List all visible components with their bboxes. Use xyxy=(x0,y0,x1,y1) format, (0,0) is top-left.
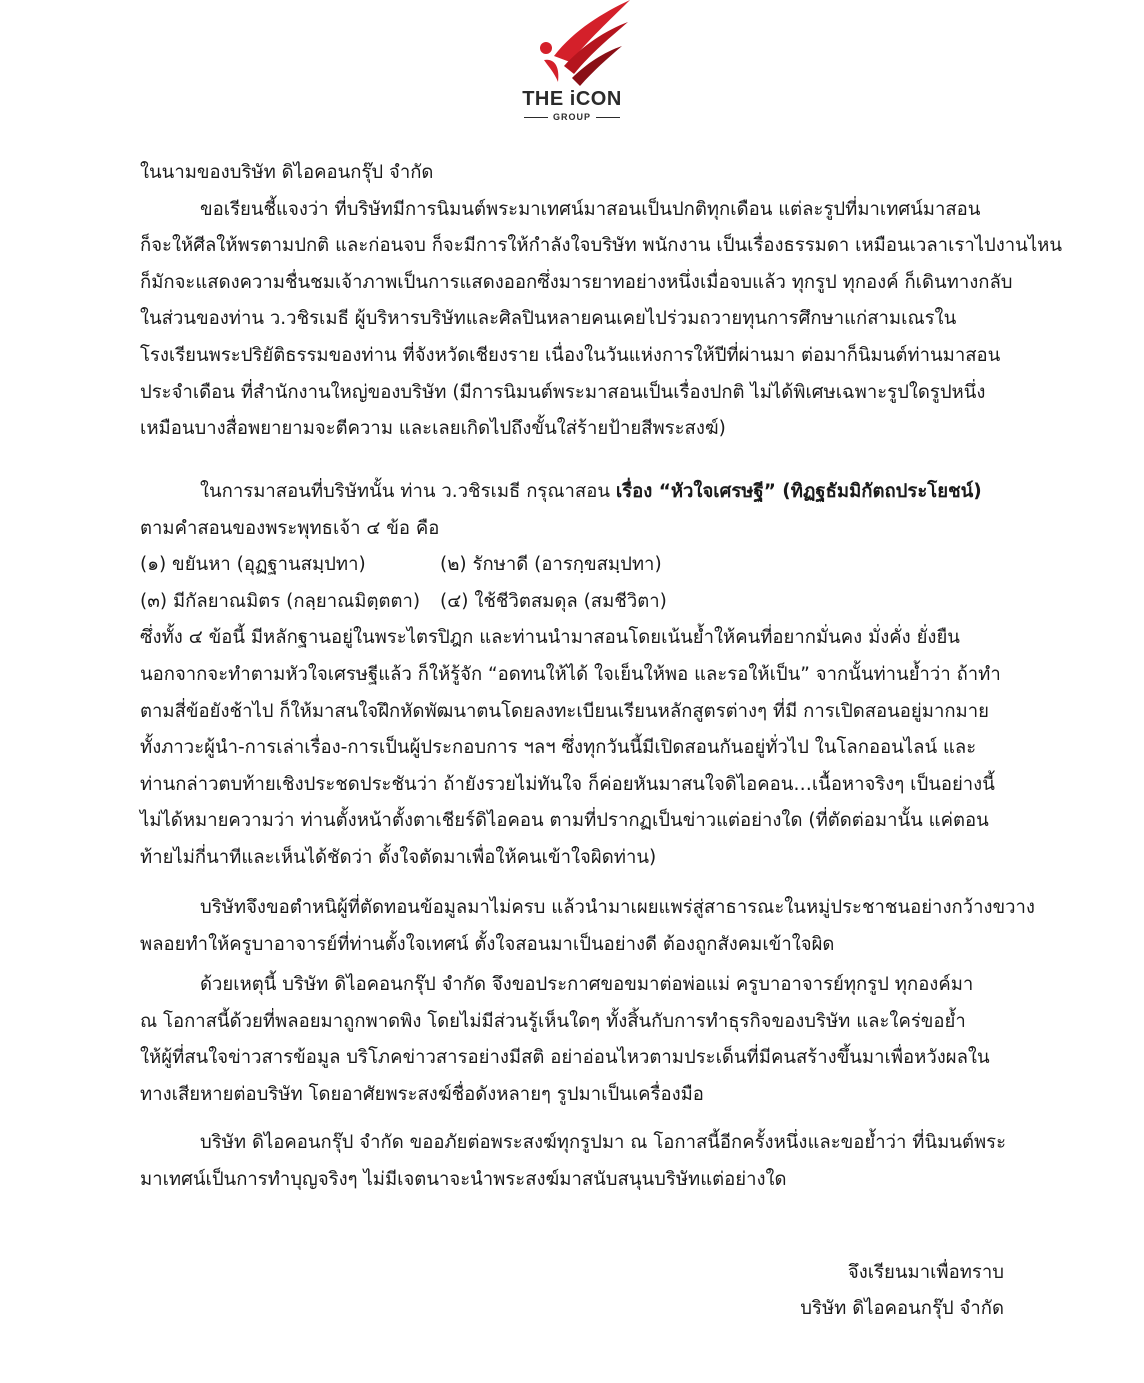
letter-body xyxy=(140,155,1062,448)
company-logo xyxy=(0,0,1144,130)
p2-line: ตามคำสอนของพระพุทธเจ้า ๔ ข้อ คือ xyxy=(140,517,440,539)
p5-line: ณ โอกาสนี้ด้วยที่พลอยมาถูกพาดพิง โดยไม่มีส่วนรู้เห็นใดๆ ทั้งสิ้นกับการทำธุรกิจของบริษัท และใคร่ขอย้ำ xyxy=(140,1010,966,1032)
item-2: (๒) รักษาดี (อารกฺขสมฺปทา) xyxy=(440,554,662,576)
p4-line: พลอยทำให้ครูบาอาจารย์ที่ท่านตั้งใจเทศน์ ตั้งใจสอนมาเป็นอย่างดี ต้องถูกสังคมเข้าใจผิด xyxy=(140,933,835,955)
p4-line: บริษัทจึงขอตำหนิผู้ที่ตัดทอนข้อมูลมาไม่ครบ แล้วนำมาเผยแพร่สู่สาธารณะในหมู่ประชาชนอย่างกว้างขวาง xyxy=(200,897,1035,918)
p5-line: ให้ผู้ที่สนใจข่าวสารข้อมูล บริโภคข่าวสารอย่างมีสติ อย่าอ่อนไหวตามประเด็นที่มีคนสร้างขึ้นมาเพื่อหวังผลใน xyxy=(140,1047,990,1069)
signature-block xyxy=(800,1255,1004,1327)
company-signature: บริษัท ดิไอคอนกรุ๊ป จำกัด xyxy=(800,1298,1004,1319)
icon-group-logo-icon xyxy=(534,0,634,90)
items-row xyxy=(140,547,1020,584)
item-1: (๑) ขยันหา (อุฏฐานสมฺปทา) xyxy=(140,554,366,576)
apology-paragraph xyxy=(140,967,1020,1113)
p3-line: ไม่ได้หมายความว่า ท่านตั้งหน้าตั้งตาเชียร์ดิไอคอน ตามที่ปรากฏเป็นข่าวแต่อย่างใด (ที่ตัดต่อมานั้น แค่ตอน xyxy=(140,810,989,832)
item-4: (๔) ใช้ชีวิตสมดุล (สมชีวิตา) xyxy=(440,590,667,612)
closing-text: จึงเรียนมาเพื่อทราบ xyxy=(847,1262,1004,1283)
p2-lead: ในการมาสอนที่บริษัทนั้น ท่าน ว.วชิรเมธี กรุณาสอน xyxy=(200,481,616,502)
final-paragraph xyxy=(140,1125,1020,1198)
teaching-paragraph xyxy=(140,474,1020,877)
p5-line: ด้วยเหตุนี้ บริษัท ดิไอคอนกรุ๊ป จำกัด จึงขอประกาศขอขมาต่อพ่อแม่ ครูบาอาจารย์ทุกรูป ทุกองค์มา xyxy=(200,974,974,995)
p3-line: นอกจากจะทำตามหัวใจเศรษฐีแล้ว ก็ให้รู้จัก “อดทนให้ได้ ใจเย็นให้พอ และรอให้เป็น” จากนั้นท่านย้ำว่า ถ้าทำ xyxy=(140,663,1001,685)
p1-line: ในส่วนของท่าน ว.วชิรเมธี ผู้บริหารบริษัทและศิลปินหลายคนเคยไปร่วมถวายทุนการศึกษาแก่สามเณรใน xyxy=(140,308,957,330)
p3-line: ซึ่งทั้ง ๔ ข้อนี้ มีหลักฐานอยู่ในพระไตรปิฎก และท่านนำมาสอนโดยเน้นย้ำให้คนที่อยากมั่นคง มั่งคั่ง ยั่งยืน xyxy=(140,627,960,649)
p1-line: เหมือนบางสื่อพยายามจะตีความ และเลยเกิดไปถึงขั้นใส่ร้ายป้ายสีพระสงฆ์) xyxy=(140,418,726,440)
p3-line: ท้ายไม่กี่นาทีและเห็นได้ชัดว่า ตั้งใจตัดมาเพื่อให้คนเข้าใจผิดท่าน) xyxy=(140,846,657,868)
logo-sub-text: GROUP xyxy=(472,112,672,122)
p1-line: ก็จะให้ศีลให้พรตามปกติ และก่อนจบ ก็จะมีการให้กำลังใจบริษัท พนักงาน เป็นเรื่องธรรมดา เหมือนเวลาเราไปงานไหน xyxy=(140,235,1062,257)
p6-line: มาเทศน์เป็นการทำบุญจริงๆ ไม่มีเจตนาจะนำพระสงฆ์มาสนับสนุนบริษัทแต่อย่างใด xyxy=(140,1168,787,1190)
p2-line xyxy=(140,474,1020,511)
p3-line: ท่านกล่าวตบท้ายเชิงประชดประชันว่า ถ้ายังรวยไม่ทันใจ ก็ค่อยหันมาสนใจดิไอคอน…เนื้อหาจริงๆ เป็นอย่างนี้ xyxy=(140,773,995,795)
item-3: (๓) มีกัลยาณมิตร (กลฺยาณมิตฺตตา) xyxy=(140,590,421,612)
p3-line: ทั้งภาวะผู้นำ-การเล่าเรื่อง-การเป็นผู้ประกอบการ ฯลฯ ซึ่งทุกวันนี้มีเปิดสอนกันอยู่ทั่วไป ในโลกออนไลน์ และ xyxy=(140,737,977,759)
p6-line: บริษัท ดิไอคอนกรุ๊ป จำกัด ขออภัยต่อพระสงฆ์ทุกรูปมา ณ โอกาสนี้อีกครั้งหนึ่งและขอย้ำว่า ที่นิมนต์พระ xyxy=(200,1132,1007,1153)
p1-line: ก็มักจะแสดงความชื่นชมเจ้าภาพเป็นการแสดงออกซึ่งมารยาทอย่างหนึ่งเมื่อจบแล้ว ทุกรูป ทุกองค์ ก็เดินทางกลับ xyxy=(140,271,1013,293)
p1-line: ขอเรียนชี้แจงว่า ที่บริษัทมีการนิมนต์พระมาเทศน์มาสอนเป็นปกติทุกเดือน แต่ละรูปที่มาเทศน์มาสอน xyxy=(200,198,981,220)
logo-brand-text: THE iCON xyxy=(522,88,622,110)
p5-line: ทางเสียหายต่อบริษัท โดยอาศัยพระสงฆ์ชื่อดังหลายๆ รูปมาเป็นเครื่องมือ xyxy=(140,1083,704,1105)
criticism-paragraph xyxy=(140,890,1035,963)
p3-line: ตามสี่ข้อยังช้าไป ก็ให้มาสนใจฝึกหัดพัฒนาตนโดยลงทะเบียนเรียนหลักสูตรต่างๆ ที่มี การเปิดสอนอยู่มากมาย xyxy=(140,700,989,722)
p1-line: ประจำเดือน ที่สำนักงานใหญ่ของบริษัท (มีการนิมนต์พระมาสอนเป็นเรื่องปกติ ไม่ได้พิเศษเฉพาะรูปใดรูปหนึ่ง xyxy=(140,381,986,403)
greeting: ในนามของบริษัท ดิไอคอนกรุ๊ป จำกัด xyxy=(140,162,434,183)
p2-topic: เรื่อง “หัวใจเศรษฐี” (ทิฏฐธัมมิกัตถประโยชน์) xyxy=(615,481,982,502)
items-row xyxy=(140,584,1020,621)
p1-line: โรงเรียนพระปริยัติธรรมของท่าน ที่จังหวัดเชียงราย เนื่องในวันแห่งการให้ปีที่ผ่านมา ต่อมาก็นิมนต์ท่านมาสอน xyxy=(140,344,1001,366)
